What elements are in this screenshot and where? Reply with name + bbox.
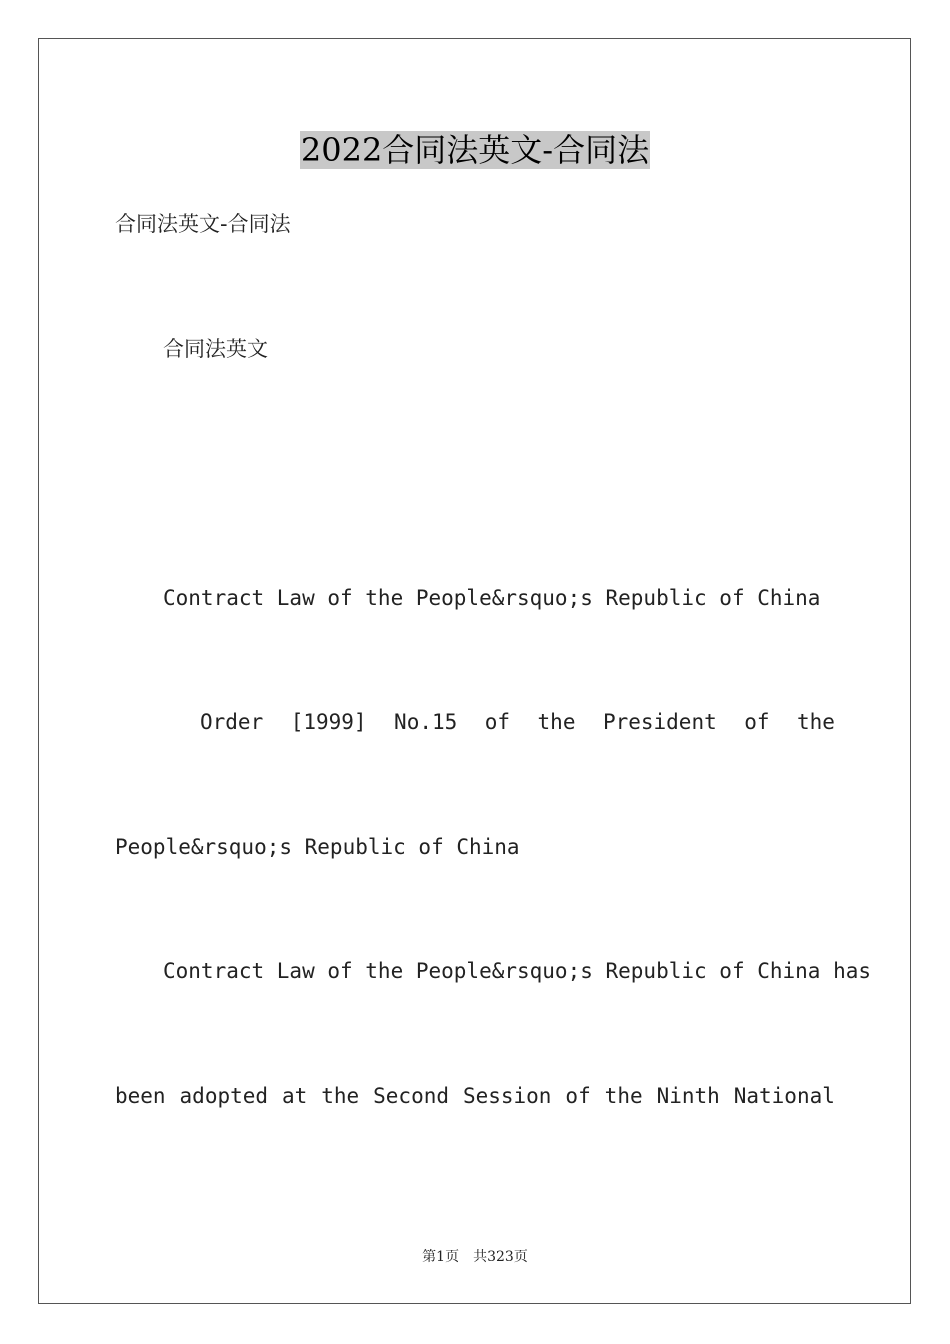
document-title	[0, 128, 950, 172]
word: No.15	[394, 710, 458, 734]
word: Session	[462, 1084, 552, 1108]
word: at	[282, 1084, 308, 1108]
word: adopted	[179, 1084, 269, 1108]
word: been	[115, 1084, 166, 1108]
word: of	[565, 1084, 591, 1108]
page-number: 第1页	[422, 1249, 460, 1265]
word: of	[744, 710, 770, 734]
word: [1999]	[290, 710, 367, 734]
word: the	[537, 710, 576, 734]
word: Second	[373, 1084, 449, 1108]
paragraph-line-justified	[115, 1082, 835, 1110]
page-total: 共323页	[473, 1249, 528, 1265]
word: of	[484, 710, 511, 734]
document-subtitle: 合同法英文-合同法	[115, 212, 291, 236]
word: the	[321, 1084, 360, 1108]
paragraph-line: Contract Law of the People&rsquo;s Republic of China	[163, 586, 821, 610]
word: the	[797, 710, 835, 734]
word: President	[602, 710, 717, 734]
word: Order	[200, 710, 264, 734]
word: Ninth	[656, 1084, 720, 1108]
paragraph-line: Contract Law of the People&rsquo;s Republic of China has	[163, 959, 872, 983]
section-heading: 合同法英文	[163, 337, 268, 361]
word: the	[604, 1084, 643, 1108]
document-title-text: 2022合同法英文-合同法	[300, 131, 650, 169]
word: National	[733, 1084, 835, 1108]
paragraph-line-justified	[200, 708, 835, 736]
paragraph-line: People&rsquo;s Republic of China	[115, 835, 520, 859]
page-footer	[0, 1246, 950, 1266]
